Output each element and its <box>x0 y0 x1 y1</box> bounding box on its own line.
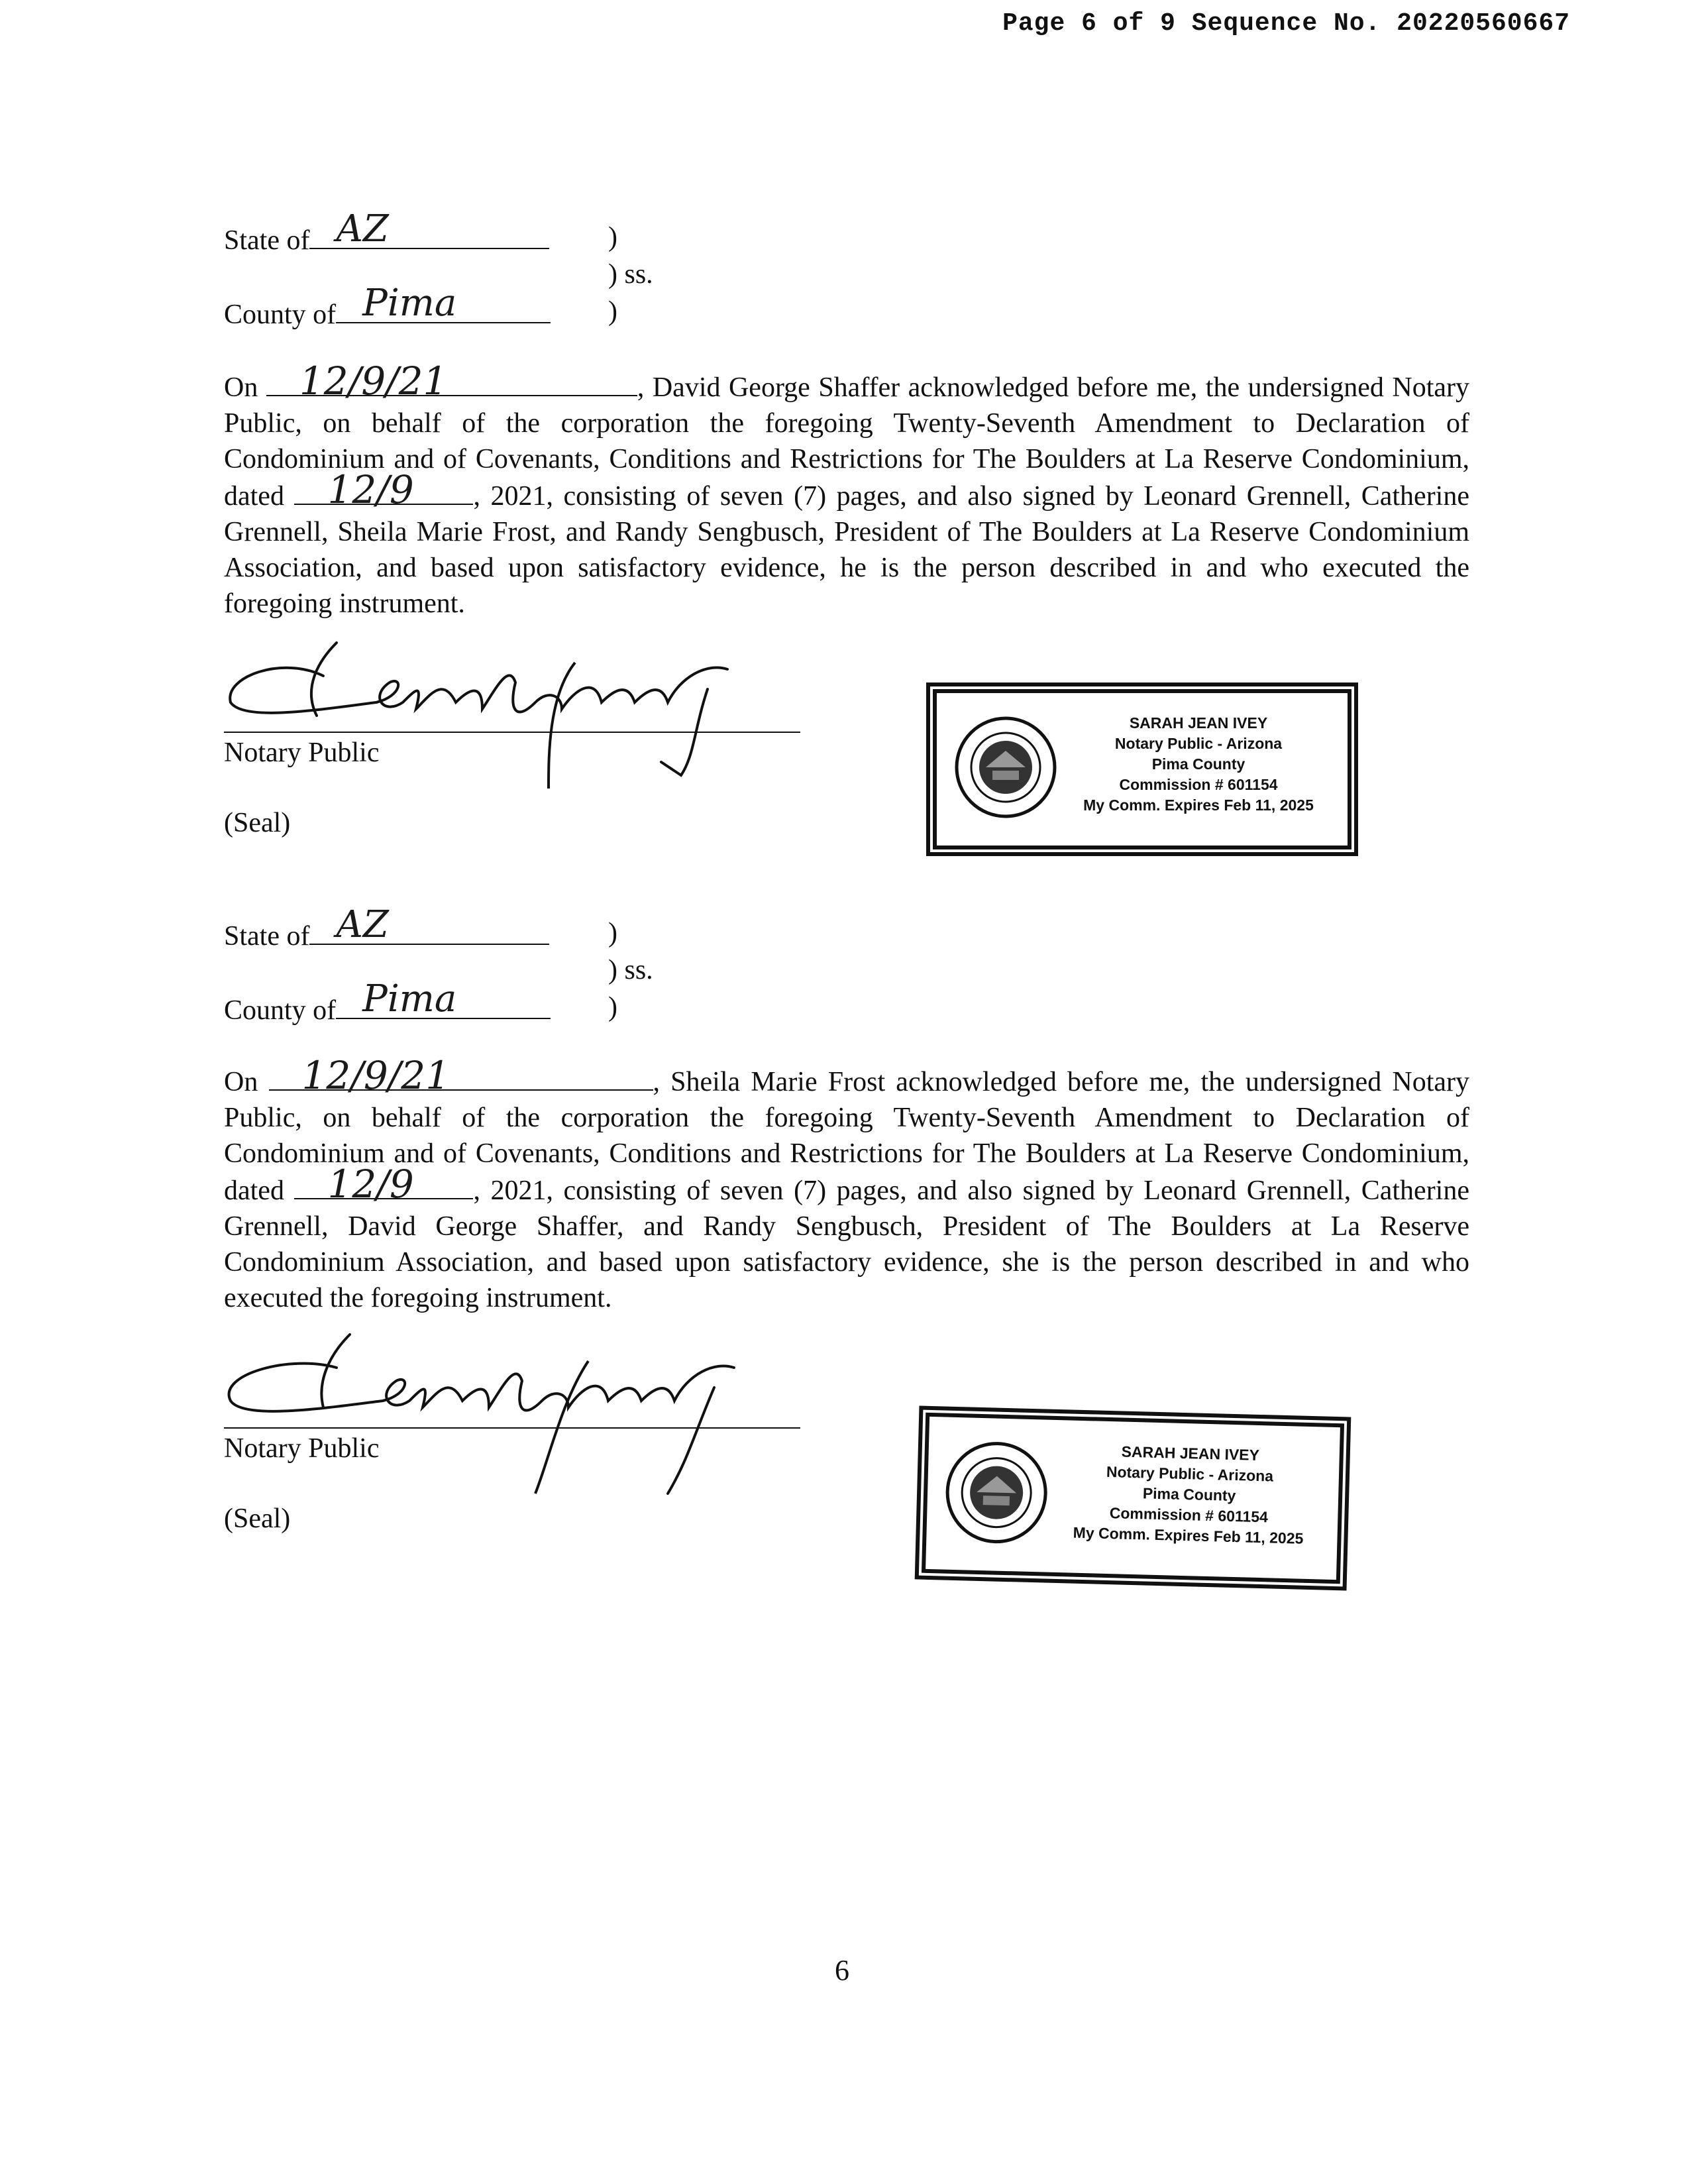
ss-marker: ) ss. <box>608 259 653 290</box>
county-handwritten: Pima <box>362 282 457 325</box>
paragraph-text-part1: , Sheila Marie Frost acknowledged before me, the undersigned Notary Public, on behalf of the corporation the foregoing Twenty-Seventh Amendment to Declaration of Condominium and of Covenants, Conditions and Restrictions for The Boulders at La Reserve Condominium, dated <box>224 1067 1469 1206</box>
paren-bottom: ) <box>608 296 617 327</box>
on-label: On <box>224 1067 258 1097</box>
paren-bottom: ) <box>608 992 617 1022</box>
venue-block-2 <box>224 903 688 1040</box>
stamp-county: Pima County <box>1151 755 1246 773</box>
notary-signature-block-2 <box>224 1328 820 1547</box>
notary-stamp-1 <box>933 689 1352 849</box>
stamp-commission: Commission # 601154 <box>1109 1504 1269 1526</box>
acknowledgment-paragraph-1 <box>224 358 1469 622</box>
page-number: 6 <box>835 1954 849 1987</box>
stamp-commission: Commission # 601154 <box>1119 776 1278 793</box>
acknowledgment-paragraph-2 <box>224 1053 1469 1316</box>
notary-public-label: Notary Public <box>224 1433 380 1464</box>
paragraph-text-part2: , 2021, consisting of seven (7) pages, and also signed by Leonard Grennell, Catherine Grennell, Sheila Marie Frost, and Randy Sengbusch, President of The Boulders at La Reserve Condominium Association, and based upon satisfactory evidence, he is the person described in and who executed the foregoing instrument. <box>224 481 1469 619</box>
stamp-text-1 <box>1063 713 1334 816</box>
page-header: Page 6 of 9 Sequence No. 20220560667 <box>1002 9 1570 38</box>
notary-signature-block-1 <box>224 636 820 855</box>
county-label: County of <box>224 995 337 1026</box>
paragraph-text-part2: , 2021, consisting of seven (7) pages, and also signed by Leonard Grennell, Catherine Grennell, David George Shaffer, and Randy Sengbusch, President of The Boulders at La Reserve Condominium Association, and based upon satisfactory evidence, she is the person described in and who executed the foregoing instrument. <box>224 1175 1469 1313</box>
state-label: State of <box>224 225 310 256</box>
dated-handwritten: 12/9 <box>327 467 414 512</box>
state-handwritten: AZ <box>336 903 389 946</box>
county-handwritten: Pima <box>362 977 457 1020</box>
stamp-expires: My Comm. Expires Feb 11, 2025 <box>1073 1523 1304 1547</box>
state-handwritten: AZ <box>336 207 389 250</box>
venue-block-1 <box>224 207 688 345</box>
paragraph-text-part1: , David George Shaffer acknowledged before me, the undersigned Notary Public, on behalf of the corporation the foregoing Twenty-Seventh Amendment to Declaration of Condominium and of Covenants, Conditions and Restrictions for The Boulders at La Reserve Condominium, dated <box>224 372 1469 512</box>
stamp-title: Notary Public - Arizona <box>1114 735 1283 752</box>
notary-public-label: Notary Public <box>224 737 380 768</box>
paren-top: ) <box>608 222 617 252</box>
stamp-name: SARAH JEAN IVEY <box>1129 714 1268 732</box>
seal-label: (Seal) <box>224 1503 291 1534</box>
state-seal-emblem <box>953 714 1059 820</box>
dated-handwritten: 12/9 <box>327 1162 414 1207</box>
notary-signature-2 <box>204 1328 800 1500</box>
ss-marker: ) ss. <box>608 955 653 985</box>
notary-signature-1 <box>204 636 800 795</box>
stamp-county: Pima County <box>1142 1484 1236 1505</box>
on-label: On <box>224 372 258 403</box>
county-label: County of <box>224 300 337 330</box>
stamp-title: Notary Public - Arizona <box>1106 1462 1274 1485</box>
notary-stamp-2 <box>922 1413 1344 1584</box>
state-label: State of <box>224 921 310 952</box>
ack-date-handwritten: 12/9/21 <box>299 358 448 404</box>
paren-top: ) <box>608 918 617 948</box>
state-seal-emblem <box>942 1439 1051 1547</box>
stamp-name: SARAH JEAN IVEY <box>1121 1443 1260 1464</box>
seal-label: (Seal) <box>224 808 291 838</box>
ack-date-handwritten: 12/9/21 <box>301 1053 450 1098</box>
stamp-text-2 <box>1052 1440 1326 1550</box>
stamp-expires: My Comm. Expires Feb 11, 2025 <box>1083 796 1314 814</box>
